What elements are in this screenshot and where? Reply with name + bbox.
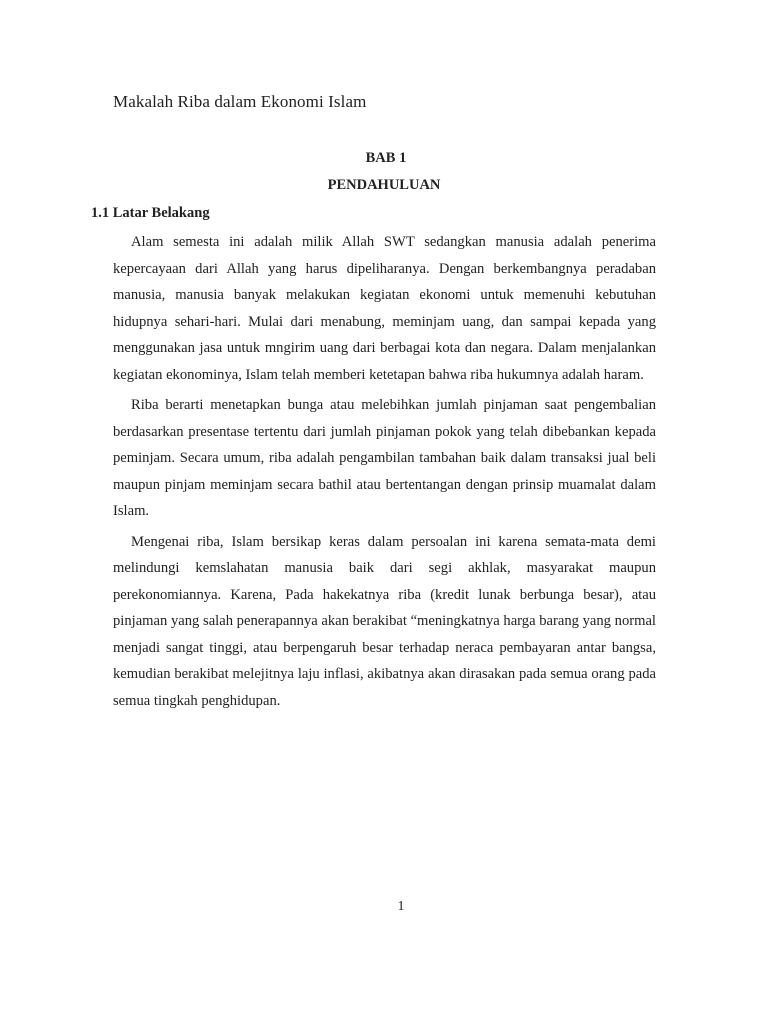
page-number: 1 bbox=[397, 899, 405, 914]
paragraph: Alam semesta ini adalah milik Allah SWT sedangkan manusia adalah penerima kepercayaan dari Allah yang harus dipeliharanya. Dengan berkembangnya peradaban manusia, manusia banyak melakukan kegiatan ekonomi untuk memenuhi kebutuhan hidupnya sehari-hari. Mulai dari menabung, meminjam uang, dan sampai kepada yang menggunakan jasa untuk mngirim uang dari berbagai kota dan negara. Dalam menjalankan kegiatan ekonominya, Islam telah memberi ketetapan bahwa riba hukumnya adalah haram. bbox=[113, 234, 656, 383]
chapter-title: PENDAHULUAN bbox=[327, 177, 441, 193]
chapter-number: BAB 1 bbox=[365, 150, 407, 166]
body-text bbox=[113, 229, 656, 718]
paragraph: Mengenai riba, Islam bersikap keras dalam persoalan ini karena semata-mata demi melindungi kemslahatan manusia baik dari segi akhlak, masyarakat maupun perekonomiannya. Karena, Pada hakekatnya riba (kredit lunak berbunga besar), atau pinjaman yang salah penerapannya akan berakibat “meningkatnya harga barang yang normal menjadi sangat tinggi, atau berpengaruh besar terhadap neraca pembayaran antar bangsa, kemudian berakibat melejitnya laju inflasi, akibatnya akan dirasakan pada semua orang pada semua tingkah penghidupan. bbox=[113, 533, 656, 709]
document-title: Makalah Riba dalam Ekonomi Islam bbox=[113, 92, 367, 111]
section-heading: 1.1 Latar Belakang bbox=[91, 205, 210, 221]
paragraph: Riba berarti menetapkan bunga atau melebihkan jumlah pinjaman saat pengembalian berdasarkan presentase tertentu dari jumlah pinjaman pokok yang telah dibebankan kepada peminjam. Secara umum, riba adalah pengambilan tambahan baik dalam transaksi jual beli maupun pinjam meminjam secara bathil atau bertentangan dengan prinsip muamalat dalam Islam. bbox=[113, 397, 656, 519]
